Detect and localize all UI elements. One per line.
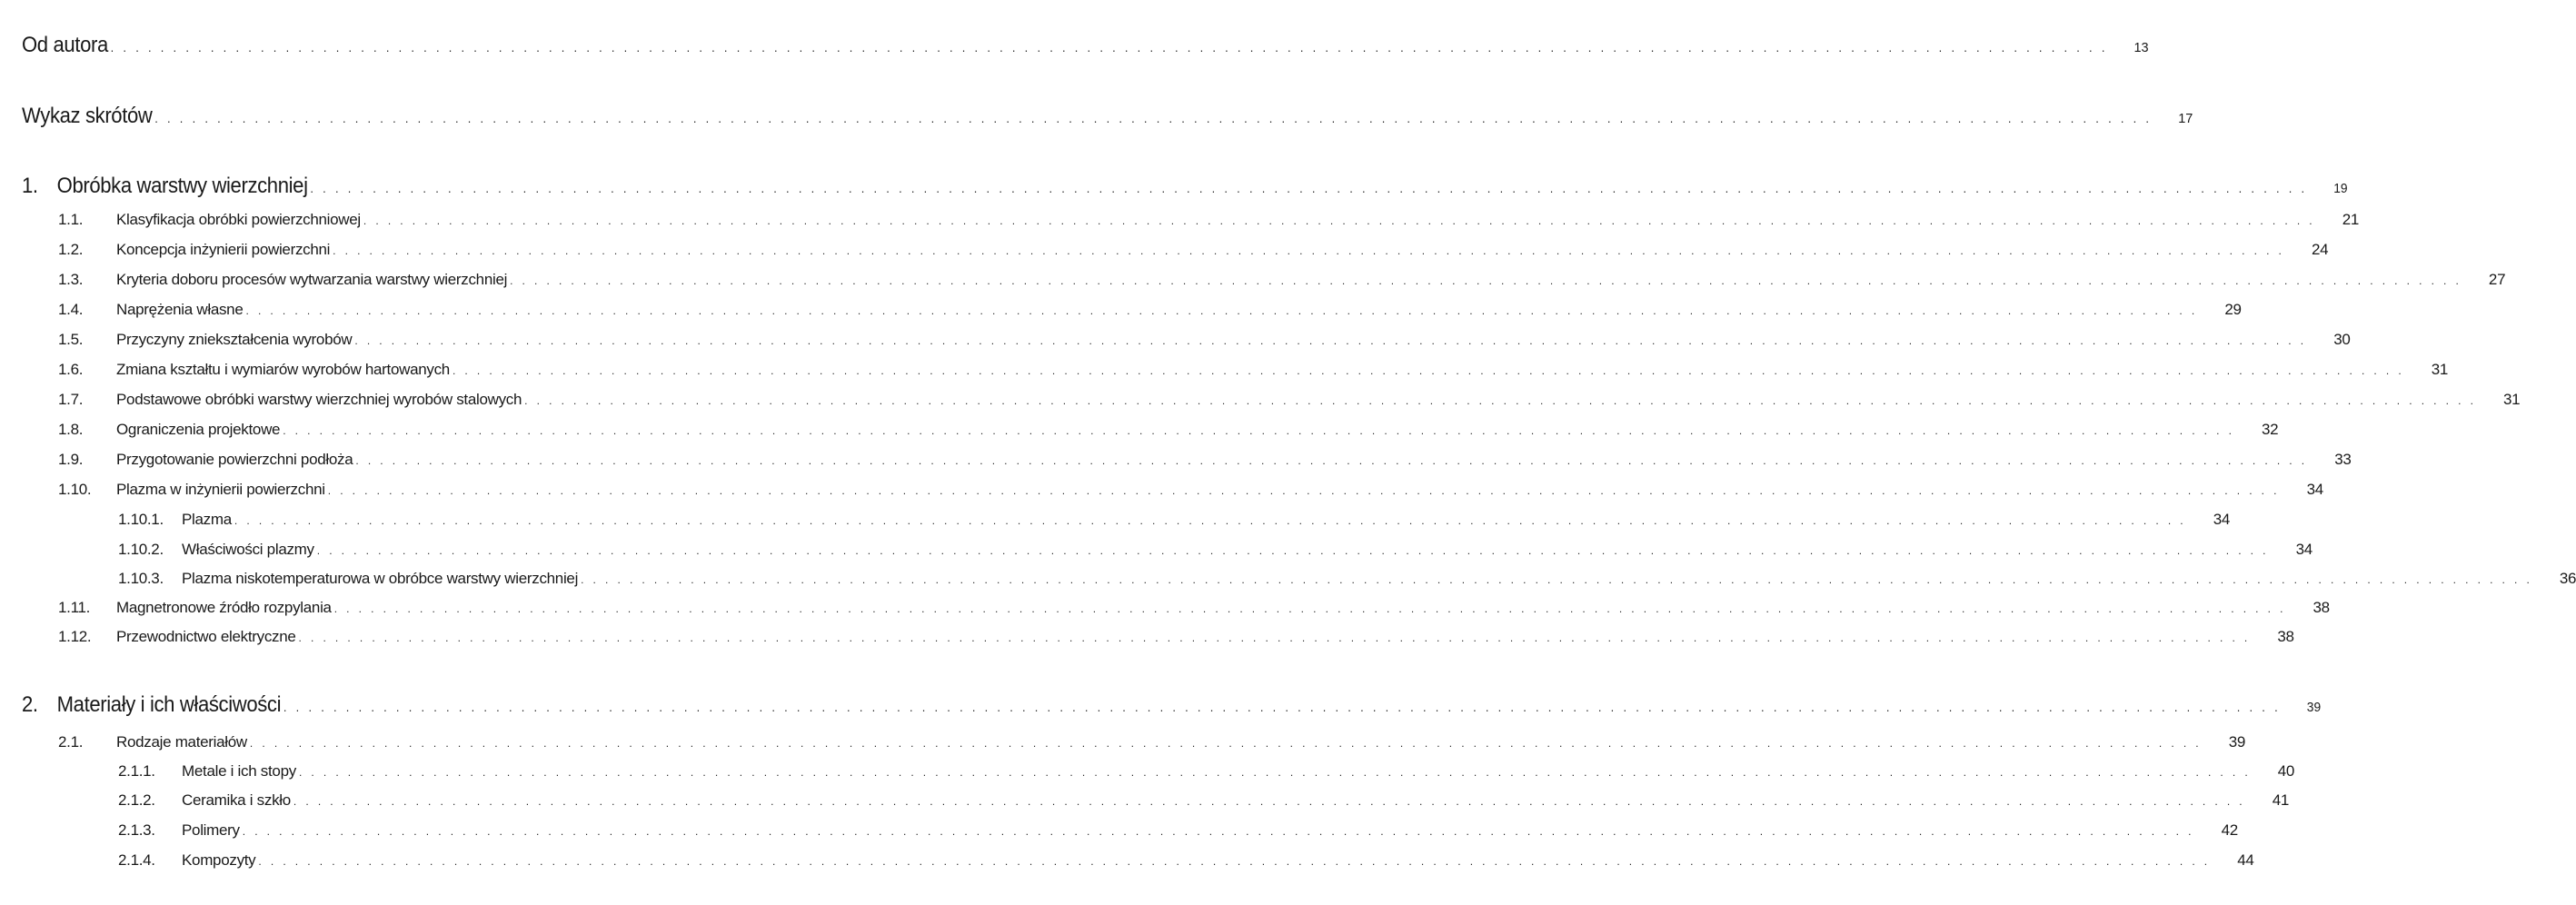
toc-entry[interactable] — [118, 541, 2312, 559]
toc-entry-title: Materiały i ich właściwości — [56, 692, 282, 717]
toc-page-number: 34 — [2306, 481, 2323, 498]
toc-page-number: 19 — [2333, 181, 2348, 196]
toc-entry-number: 1.11. — [58, 599, 91, 616]
toc-entry-title: Rodzaje materiałów — [116, 733, 247, 751]
toc-entry[interactable] — [22, 692, 2322, 718]
toc-page-number: 31 — [2431, 361, 2449, 378]
toc-page-number: 39 — [2306, 700, 2322, 715]
toc-entry-title: Od autora — [22, 33, 108, 57]
toc-leader-dots: . . . . . . . . . . . . . . . . . . . . . . . . . . . . . . . . . . . . . . . . . . . . . . . . . . . . . . . . . . . . . . . . . . . . . . . . . . . . . . . . . . . . . . . . . . . . . . . . . . . . . . . . . . . . . . . . . . . . . . . . . . . . . . . . . . . . . . . . . . . . . . . . . . . . . . . . . . . . . . . . — [249, 737, 2203, 750]
toc-leader-dots: . . . . . . . . . . . . . . . . . . . . . . . . . . . . . . . . . . . . . . . . . . . . . . . . . . . . . . . . . . . . . . . . . . . . . . . . . . . . . . . . . . . . . . . . . . . . . . . . . . . . . . . . . . . . . . . . . . . . . . . . . . . . . . . . . . . . . . . . . . . . . . . . . . . . . . . . . . . . . . . . — [245, 304, 2198, 317]
toc-leader-dots: . . . . . . . . . . . . . . . . . . . . . . . . . . . . . . . . . . . . . . . . . . . . . . . . . . . . . . . . . . . . . . . . . . . . . . . . . . . . . . . . . . . . . . . . . . . . . . . . . . . . . . . . . . . . . . . . . . . . . . . . . . . . . . . . . . . . . . . . . . . . . . . . . . . . . . . . . . . . . . . . — [154, 111, 2153, 125]
toc-entry-title: Przyczyny zniekształcenia wyrobów — [116, 331, 353, 348]
toc-page-number: 17 — [2178, 111, 2193, 126]
toc-leader-dots: . . . . . . . . . . . . . . . . . . . . . . . . . . . . . . . . . . . . . . . . . . . . . . . . . . . . . . . . . . . . . . . . . . . . . . . . . . . . . . . . . . . . . . . . . . . . . . . . . . . . . . . . . . . . . . . . . . . . . . . . . . . . . . . . . . . . . . . . . . . . . . . . . . . . . . . . . . . . . . . . — [510, 274, 2462, 287]
toc-entry-number: 1.7. — [58, 391, 84, 408]
toc-entry[interactable] — [58, 301, 2242, 319]
toc-leader-dots: . . . . . . . . . . . . . . . . . . . . . . . . . . . . . . . . . . . . . . . . . . . . . . . . . . . . . . . . . . . . . . . . . . . . . . . . . . . . . . . . . . . . . . . . . . . . . . . . . . . . . . . . . . . . . . . . . . . . . . . . . . . . . . . . . . . . . . . . . . . . . . . . . . . . . . . . . . . . . . . . — [333, 244, 2285, 257]
toc-entry[interactable] — [118, 570, 2576, 588]
toc-entry-number: 2.1.1. — [118, 762, 155, 780]
toc-entry-number: 1.10. — [58, 481, 92, 498]
toc-page-number: 39 — [2228, 733, 2246, 751]
toc-page-number: 33 — [2334, 451, 2352, 468]
toc-page-number: 32 — [2262, 421, 2279, 438]
toc-page-number: 36 — [2559, 570, 2576, 587]
toc-entry-number: 2.1.3. — [118, 821, 155, 839]
toc-entry[interactable] — [118, 762, 2295, 781]
toc-entry-title: Klasyfikacja obróbki powierzchniowej — [116, 211, 361, 228]
toc-entry-title: Zmiana kształtu i wymiarów wyrobów hartowanych — [116, 361, 450, 378]
toc-entry-number: 2.1.4. — [118, 851, 155, 869]
toc-entry-title: Podstawowe obróbki warstwy wierzchniej wyrobów stalowych — [116, 391, 522, 408]
toc-entry[interactable] — [118, 791, 2290, 810]
toc-entry-number: 1.10.2. — [118, 541, 164, 558]
toc-leader-dots: . . . . . . . . . . . . . . . . . . . . . . . . . . . . . . . . . . . . . . . . . . . . . . . . . . . . . . . . . . . . . . . . . . . . . . . . . . . . . . . . . . . . . . . . . . . . . . . . . . . . . . . . . . . . . . . . . . . . . . . . . . . . . . . . . . . . . . . . . . . . . . . . . . . . . . . . . . . . . . . . — [242, 825, 2194, 838]
toc-entry-title: Magnetronowe źródło rozpylania — [116, 599, 332, 616]
toc-entry-number: 1.10.3. — [118, 570, 164, 587]
toc-page-number: 21 — [2342, 211, 2360, 228]
toc-leader-dots: . . . . . . . . . . . . . . . . . . . . . . . . . . . . . . . . . . . . . . . . . . . . . . . . . . . . . . . . . . . . . . . . . . . . . . . . . . . . . . . . . . . . . . . . . . . . . . . . . . . . . . . . . . . . . . . . . . . . . . . . . . . . . . . . . . . . . . . . . . . . . . . . . . . . . . . . . . . . . . . . — [316, 544, 2269, 557]
toc-entry[interactable] — [58, 733, 2246, 751]
toc-leader-dots: . . . . . . . . . . . . . . . . . . . . . . . . . . . . . . . . . . . . . . . . . . . . . . . . . . . . . . . . . . . . . . . . . . . . . . . . . . . . . . . . . . . . . . . . . . . . . . . . . . . . . . . . . . . . . . . . . . . . . . . . . . . . . . . . . . . . . . . . . . . . . . . . . . . . . . . . . . . . . . . . — [293, 795, 2246, 808]
toc-leader-dots: . . . . . . . . . . . . . . . . . . . . . . . . . . . . . . . . . . . . . . . . . . . . . . . . . . . . . . . . . . . . . . . . . . . . . . . . . . . . . . . . . . . . . . . . . . . . . . . . . . . . . . . . . . . . . . . . . . . . . . . . . . . . . . . . . . . . . . . . . . . . . . . . . . . . . . . . . . . . . . . . — [310, 181, 2308, 195]
toc-leader-dots: . . . . . . . . . . . . . . . . . . . . . . . . . . . . . . . . . . . . . . . . . . . . . . . . . . . . . . . . . . . . . . . . . . . . . . . . . . . . . . . . . . . . . . . . . . . . . . . . . . . . . . . . . . . . . . . . . . . . . . . . . . . . . . . . . . . . . . . . . . . . . . . . . . . . . . . . . . . . . . . . — [283, 700, 2281, 714]
toc-leader-dots: . . . . . . . . . . . . . . . . . . . . . . . . . . . . . . . . . . . . . . . . . . . . . . . . . . . . . . . . . . . . . . . . . . . . . . . . . . . . . . . . . . . . . . . . . . . . . . . . . . . . . . . . . . . . . . . . . . . . . . . . . . . . . . . . . . . . . . . . . . . . . . . . . . . . . . . . . . . . . . . . — [581, 573, 2533, 586]
toc-entry-number: 1.4. — [58, 301, 84, 318]
toc-entry[interactable] — [58, 211, 2360, 229]
toc-page-number: 29 — [2224, 301, 2242, 318]
toc-entry[interactable] — [58, 481, 2323, 499]
toc-leader-dots: . . . . . . . . . . . . . . . . . . . . . . . . . . . . . . . . . . . . . . . . . . . . . . . . . . . . . . . . . . . . . . . . . . . . . . . . . . . . . . . . . . . . . . . . . . . . . . . . . . . . . . . . . . . . . . . . . . . . . . . . . . . . . . . . . . . . . . . . . . . . . . . . . . . . . . . . . . . . . . . . — [298, 632, 2251, 644]
toc-entry-number: 1.1. — [58, 211, 84, 228]
toc-entry-number: 1.6. — [58, 361, 84, 378]
toc-entry[interactable] — [58, 421, 2279, 439]
toc-page-number: 30 — [2333, 331, 2351, 348]
toc-leader-dots: . . . . . . . . . . . . . . . . . . . . . . . . . . . . . . . . . . . . . . . . . . . . . . . . . . . . . . . . . . . . . . . . . . . . . . . . . . . . . . . . . . . . . . . . . . . . . . . . . . . . . . . . . . . . . . . . . . . . . . . . . . . . . . . . . . . . . . . . . . . . . . . . . . . . . . . . . . . . . . . . — [354, 334, 2307, 347]
toc-leader-dots: . . . . . . . . . . . . . . . . . . . . . . . . . . . . . . . . . . . . . . . . . . . . . . . . . . . . . . . . . . . . . . . . . . . . . . . . . . . . . . . . . . . . . . . . . . . . . . . . . . . . . . . . . . . . . . . . . . . . . . . . . . . . . . . . . . . . . . . . . . . . . . . . . . . . . . . . . . . . . . . . — [333, 602, 2286, 615]
toc-entry-number: 1.12. — [58, 628, 92, 645]
toc-page-number: 24 — [2311, 241, 2329, 258]
toc-entry-number: 1.3. — [58, 271, 84, 288]
toc-leader-dots: . . . . . . . . . . . . . . . . . . . . . . . . . . . . . . . . . . . . . . . . . . . . . . . . . . . . . . . . . . . . . . . . . . . . . . . . . . . . . . . . . . . . . . . . . . . . . . . . . . . . . . . . . . . . . . . . . . . . . . . . . . . . . . . . . . . . . . . . . . . . . . . . . . . . . . . . . . . . . . . . — [363, 214, 2316, 227]
toc-entry-title: Kryteria doboru procesów wytwarzania warstwy wierzchniej — [116, 271, 508, 288]
toc-entry-number: 2.1. — [58, 733, 84, 751]
toc-entry-number: 1.2. — [58, 241, 84, 258]
toc-leader-dots: . . . . . . . . . . . . . . . . . . . . . . . . . . . . . . . . . . . . . . . . . . . . . . . . . . . . . . . . . . . . . . . . . . . . . . . . . . . . . . . . . . . . . . . . . . . . . . . . . . . . . . . . . . . . . . . . . . . . . . . . . . . . . . . . . . . . . . . . . . . . . . . . . . . . . . . . . . . . . . . . — [298, 766, 2252, 779]
toc-page-number: 42 — [2221, 821, 2238, 839]
toc-entry-number: 2. — [22, 692, 38, 717]
toc-entry-title: Metale i ich stopy — [182, 762, 296, 780]
toc-entry-title: Obróbka warstwy wierzchniej — [56, 174, 308, 198]
toc-entry-title: Polimery — [182, 821, 240, 839]
toc-entry[interactable] — [22, 104, 2193, 129]
toc-page-number: 40 — [2277, 762, 2295, 780]
toc-entry-title: Plazma w inżynierii powierzchni — [116, 481, 325, 498]
toc-entry[interactable] — [58, 628, 2294, 646]
toc-entry[interactable] — [58, 331, 2351, 349]
toc-page-number: 27 — [2488, 271, 2506, 288]
toc-leader-dots: . . . . . . . . . . . . . . . . . . . . . . . . . . . . . . . . . . . . . . . . . . . . . . . . . . . . . . . . . . . . . . . . . . . . . . . . . . . . . . . . . . . . . . . . . . . . . . . . . . . . . . . . . . . . . . . . . . . . . . . . . . . . . . . . . . . . . . . . . . . . . . . . . . . . . . . . . . . . . . . . — [234, 514, 2187, 527]
toc-entry[interactable] — [58, 361, 2449, 379]
toc-entry[interactable] — [58, 391, 2521, 409]
toc-entry-title: Koncepcja inżynierii powierzchni — [116, 241, 331, 258]
toc-entry-title: Ograniczenia projektowe — [116, 421, 281, 438]
toc-entry[interactable] — [58, 599, 2330, 617]
toc-page-number: 38 — [2277, 628, 2294, 645]
toc-entry-number: 1.10.1. — [118, 511, 164, 528]
toc-leader-dots: . . . . . . . . . . . . . . . . . . . . . . . . . . . . . . . . . . . . . . . . . . . . . . . . . . . . . . . . . . . . . . . . . . . . . . . . . . . . . . . . . . . . . . . . . . . . . . . . . . . . . . . . . . . . . . . . . . . . . . . . . . . . . . . . . . . . . . . . . . . . . . . . . . . . . . . . . . . . . . . . — [283, 424, 2235, 437]
toc-entry[interactable] — [22, 174, 2348, 199]
toc-entry[interactable] — [118, 511, 2231, 529]
toc-entry-title: Kompozyty — [182, 851, 256, 869]
toc-entry-title: Plazma — [182, 511, 232, 528]
toc-entry[interactable] — [118, 821, 2238, 840]
toc-page-number: 34 — [2295, 541, 2312, 558]
toc-page-number: 13 — [2133, 40, 2149, 55]
toc-leader-dots: . . . . . . . . . . . . . . . . . . . . . . . . . . . . . . . . . . . . . . . . . . . . . . . . . . . . . . . . . . . . . . . . . . . . . . . . . . . . . . . . . . . . . . . . . . . . . . . . . . . . . . . . . . . . . . . . . . . . . . . . . . . . . . . . . . . . . . . . . . . . . . . . . . . . . . . . . . . . . . . . — [327, 484, 2280, 497]
toc-page-number: 34 — [2213, 511, 2231, 528]
toc-entry-title: Ceramika i szkło — [182, 791, 291, 809]
toc-entry[interactable] — [58, 451, 2352, 469]
toc-page-number: 41 — [2272, 791, 2290, 809]
toc-entry[interactable] — [118, 851, 2254, 870]
toc-entry-number: 1.9. — [58, 451, 84, 468]
toc-entry[interactable] — [58, 271, 2506, 289]
toc-page-number: 44 — [2237, 851, 2254, 869]
toc-entry[interactable] — [22, 33, 2149, 58]
toc-entry-title: Przygotowanie powierzchni podłoża — [116, 451, 353, 468]
toc-entry-number: 2.1.2. — [118, 791, 155, 809]
toc-leader-dots: . . . . . . . . . . . . . . . . . . . . . . . . . . . . . . . . . . . . . . . . . . . . . . . . . . . . . . . . . . . . . . . . . . . . . . . . . . . . . . . . . . . . . . . . . . . . . . . . . . . . . . . . . . . . . . . . . . . . . . . . . . . . . . . . . . . . . . . . . . . . . . . . . . . . . . . . . . . . . . . . — [452, 364, 2405, 377]
toc-leader-dots: . . . . . . . . . . . . . . . . . . . . . . . . . . . . . . . . . . . . . . . . . . . . . . . . . . . . . . . . . . . . . . . . . . . . . . . . . . . . . . . . . . . . . . . . . . . . . . . . . . . . . . . . . . . . . . . . . . . . . . . . . . . . . . . . . . . . . . . . . . . . . . . . . . . . . . . . . . . . . . . . — [524, 394, 2477, 407]
toc-entry-title: Plazma niskotemperaturowa w obróbce warstwy wierzchniej — [182, 570, 579, 587]
toc-leader-dots: . . . . . . . . . . . . . . . . . . . . . . . . . . . . . . . . . . . . . . . . . . . . . . . . . . . . . . . . . . . . . . . . . . . . . . . . . . . . . . . . . . . . . . . . . . . . . . . . . . . . . . . . . . . . . . . . . . . . . . . . . . . . . . . . . . . . . . . . . . . . . . . . . . . . . . . . . . . . . . . . — [258, 855, 2211, 868]
toc-page-number: 31 — [2503, 391, 2521, 408]
toc-entry[interactable] — [58, 241, 2329, 259]
toc-page-number: 38 — [2312, 599, 2330, 616]
toc-entry-title: Wykaz skrótów — [22, 104, 153, 128]
toc-entry-title: Przewodnictwo elektryczne — [116, 628, 296, 645]
toc-entry-number: 1.5. — [58, 331, 84, 348]
toc-entry-number: 1.8. — [58, 421, 84, 438]
toc-entry-title: Właściwości plazmy — [182, 541, 314, 558]
toc-entry-number: 1. — [22, 174, 38, 198]
toc-leader-dots: . . . . . . . . . . . . . . . . . . . . . . . . . . . . . . . . . . . . . . . . . . . . . . . . . . . . . . . . . . . . . . . . . . . . . . . . . . . . . . . . . . . . . . . . . . . . . . . . . . . . . . . . . . . . . . . . . . . . . . . . . . . . . . . . . . . . . . . . . . . . . . . . . . . . . . . . . . . . . . . . — [110, 40, 2108, 55]
toc-leader-dots: . . . . . . . . . . . . . . . . . . . . . . . . . . . . . . . . . . . . . . . . . . . . . . . . . . . . . . . . . . . . . . . . . . . . . . . . . . . . . . . . . . . . . . . . . . . . . . . . . . . . . . . . . . . . . . . . . . . . . . . . . . . . . . . . . . . . . . . . . . . . . . . . . . . . . . . . . . . . . . . . — [355, 454, 2308, 467]
toc-entry-title: Naprężenia własne — [116, 301, 244, 318]
